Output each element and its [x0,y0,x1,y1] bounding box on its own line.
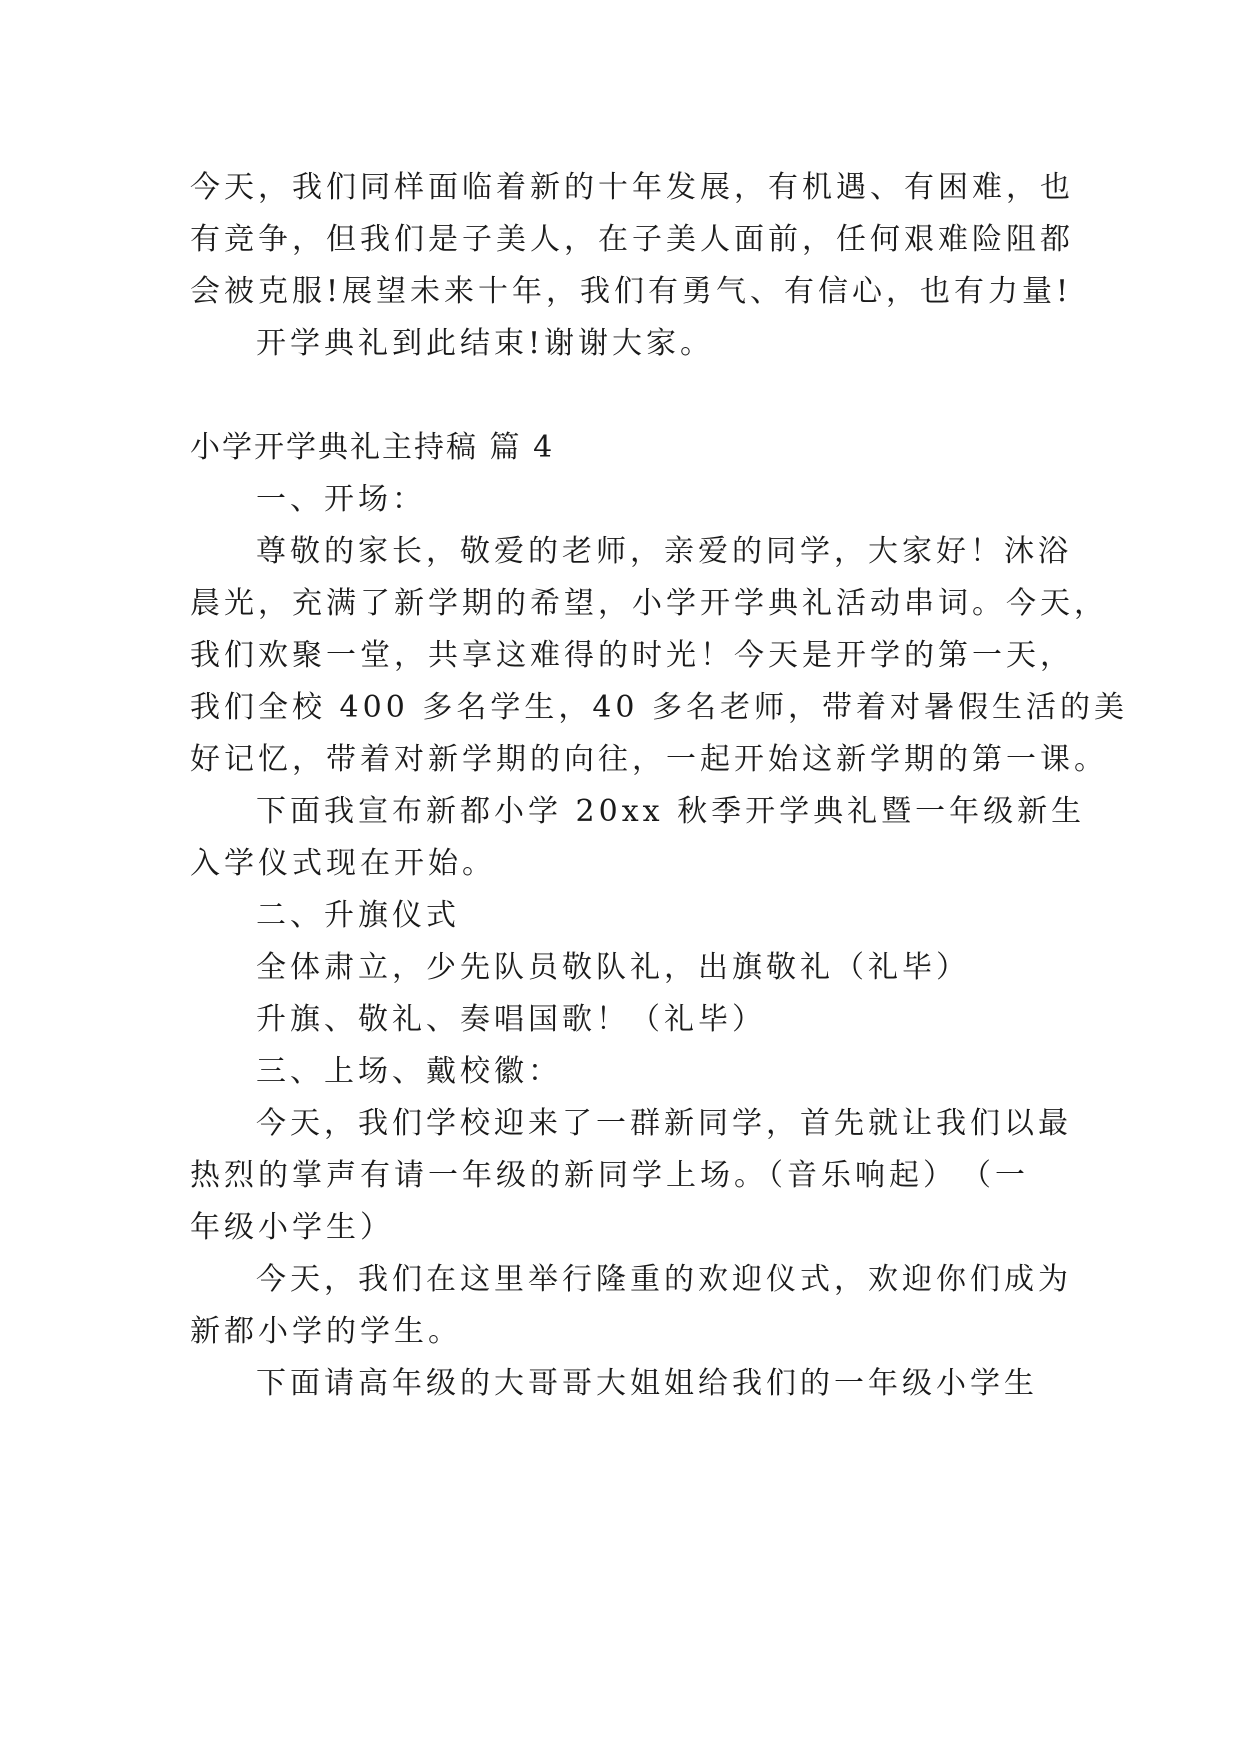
paragraph-line: 开学典礼到此结束!谢谢大家。 [256,326,715,361]
subsection-heading: 三、上场、戴校徽： [256,1054,562,1089]
paragraph-line: 全体肃立，少先队员敬队礼，出旗敬礼（礼毕） [256,950,970,985]
paragraph-line: 我们全校 400 多名学生，40 多名老师，带着对暑假生活的美 [190,690,1129,725]
paragraph-line: 热烈的掌声有请一年级的新同学上场。（音乐响起） （一 [190,1158,1029,1193]
paragraph-line: 今天，我们在这里举行隆重的欢迎仪式，欢迎你们成为 [256,1262,1072,1297]
paragraph-line: 年级小学生） [190,1210,394,1245]
paragraph-line: 会被克服!展望未来十年，我们有勇气、有信心，也有力量! [190,274,1073,309]
paragraph-line: 入学仪式现在开始。 [190,846,496,881]
paragraph-line: 晨光，充满了新学期的希望，小学开学典礼活动串词。今天， [190,586,1108,621]
section-heading: 小学开学典礼主持稿 篇 4 [190,430,555,465]
paragraph-line: 有竞争，但我们是子美人，在子美人面前，任何艰难险阻都 [190,222,1074,257]
paragraph-line: 好记忆，带着对新学期的向往，一起开始这新学期的第一课。 [190,742,1108,777]
paragraph-line: 我们欢聚一堂，共享这难得的时光！今天是开学的第一天， [190,638,1074,673]
paragraph-line: 下面请高年级的大哥哥大姐姐给我们的一年级小学生 [256,1366,1038,1401]
paragraph-line: 升旗、敬礼、奏唱国歌！（礼毕） [256,1002,766,1037]
paragraph-line: 今天，我们同样面临着新的十年发展，有机遇、有困难，也 [190,170,1074,205]
subsection-heading: 二、升旗仪式 [256,898,460,933]
subsection-heading: 一、开场： [256,482,426,517]
paragraph-line: 今天，我们学校迎来了一群新同学，首先就让我们以最 [256,1106,1072,1141]
paragraph-line: 下面我宣布新都小学 20xx 秋季开学典礼暨一年级新生 [256,794,1086,829]
paragraph-line: 尊敬的家长，敬爱的老师，亲爱的同学，大家好！沐浴 [256,534,1072,569]
paragraph-line: 新都小学的学生。 [190,1314,462,1349]
